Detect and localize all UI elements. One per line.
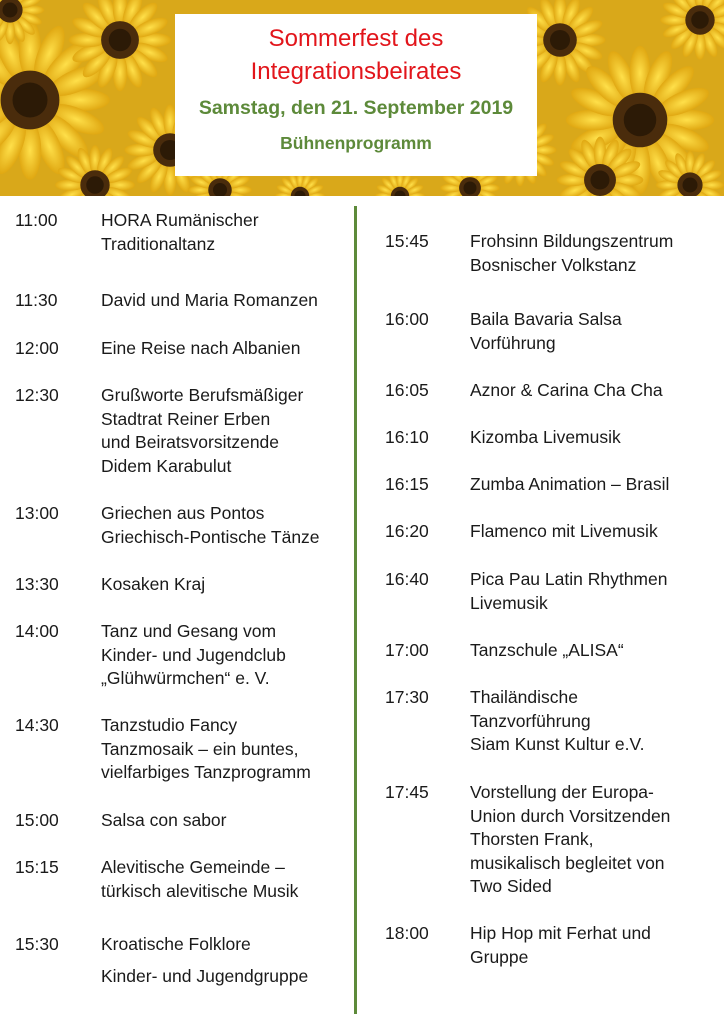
- sunflower-banner: [0, 0, 724, 196]
- entry-description: [101, 384, 303, 478]
- entry-time: 12:00: [15, 338, 59, 358]
- entry-description-line: Thailändische: [470, 687, 578, 707]
- entry-description-line: Siam Kunst Kultur e.V.: [470, 734, 645, 754]
- program-subtitle: Bühnenprogramm: [280, 133, 432, 153]
- entry-description-line: Union durch Vorsitzenden: [470, 805, 671, 826]
- entry-description-line: Didem Karabulut: [101, 455, 232, 476]
- entry-description: [470, 473, 669, 497]
- entry-description-line: Eine Reise nach Albanien: [101, 338, 301, 358]
- entry-description-line: „Glühwürmchen“ e. V.: [101, 668, 270, 688]
- entry-description: [470, 686, 644, 757]
- entry-description: [101, 573, 205, 597]
- entry-description-line: musikalisch begleitet von: [470, 852, 665, 873]
- entry-description: [101, 933, 308, 988]
- entry-time: 15:30: [15, 934, 59, 954]
- entry-description-line: Vorführung: [470, 332, 556, 353]
- entry-time: 14:30: [15, 715, 59, 735]
- entry-time: 13:30: [15, 574, 59, 594]
- entry-description-line: Grußworte Berufsmäßiger: [101, 385, 304, 405]
- entry-description-line: Kroatische Folklore: [101, 934, 251, 954]
- entry-description-line: Kinder- und Jugendclub: [101, 644, 286, 665]
- entry-description-line: Tanzstudio Fancy: [101, 715, 238, 735]
- entry-time: 17:30: [385, 687, 429, 707]
- entry-description-line: Tanzmosaik – ein buntes,: [101, 738, 299, 759]
- entry-description: [470, 568, 667, 615]
- entry-time: 16:10: [385, 427, 429, 447]
- entry-description-line: Kinder- und Jugendgruppe: [101, 965, 309, 986]
- entry-time: 13:00: [15, 503, 59, 523]
- entry-description: [101, 209, 259, 256]
- entry-description-line: Griechen aus Pontos: [101, 503, 265, 523]
- entry-description-line: Frohsinn Bildungszentrum: [470, 231, 674, 251]
- entry-description: [470, 426, 621, 450]
- entry-description: [470, 230, 673, 277]
- entry-description-line: David und Maria Romanzen: [101, 290, 318, 310]
- title-box: [175, 14, 537, 176]
- entry-description: [101, 337, 300, 361]
- entry-time: 12:30: [15, 385, 59, 405]
- entry-description-line: Stadtrat Reiner Erben: [101, 408, 271, 429]
- entry-description: [101, 809, 227, 833]
- entry-description-line: Alevitische Gemeinde –: [101, 857, 285, 877]
- event-title-line-1: Sommerfest des: [268, 25, 444, 52]
- entry-description-line: HORA Rumänischer: [101, 210, 259, 230]
- entry-description-line: Livemusik: [470, 592, 548, 613]
- entry-description: [101, 502, 320, 549]
- column-divider: [354, 206, 357, 1014]
- entry-description-line: und Beiratsvorsitzende: [101, 432, 280, 452]
- entry-time: 16:40: [385, 569, 429, 589]
- entry-time: 18:00: [385, 923, 429, 943]
- entry-description-line: Hip Hop mit Ferhat und: [470, 923, 651, 943]
- entry-description-line: Baila Bavaria Salsa: [470, 309, 622, 329]
- entry-description-line: Salsa con sabor: [101, 810, 227, 830]
- entry-time: 11:00: [15, 210, 58, 230]
- entry-description-line: Thorsten Frank,: [470, 829, 594, 849]
- entry-time: 15:00: [15, 810, 59, 830]
- entry-description-line: Tanz und Gesang vom: [101, 621, 277, 641]
- entry-time: 16:00: [385, 309, 429, 329]
- entry-description-line: Vorstellung der Europa-: [470, 782, 654, 802]
- entry-description-line: Flamenco mit Livemusik: [470, 521, 658, 541]
- entry-time: 16:20: [385, 521, 429, 541]
- entry-description: [101, 856, 298, 903]
- entry-description-line: Aznor & Carina Cha Cha: [470, 380, 663, 400]
- event-title-line-2: Integrationsbeirates: [250, 58, 462, 85]
- entry-time: 17:00: [385, 640, 429, 660]
- entry-description-line: Tanzvorführung: [470, 710, 591, 731]
- entry-description-line: Bosnischer Volkstanz: [470, 254, 637, 275]
- entry-description-line: Griechisch-Pontische Tänze: [101, 526, 320, 547]
- entry-time: 15:15: [15, 857, 59, 877]
- entry-description: [470, 308, 622, 355]
- entry-description-line: Traditionaltanz: [101, 233, 216, 254]
- entry-time: 15:45: [385, 231, 429, 251]
- entry-time: 11:30: [15, 290, 58, 310]
- entry-description-line: Tanzschule „ALISA“: [470, 640, 624, 660]
- entry-description: [470, 379, 663, 403]
- entry-description-line: Kizomba Livemusik: [470, 427, 621, 447]
- entry-description-line: türkisch alevitische Musik: [101, 880, 299, 901]
- entry-time: 16:05: [385, 380, 429, 400]
- event-date: Samstag, den 21. September 2019: [198, 97, 514, 119]
- entry-description: [101, 620, 286, 691]
- entry-description-line: Gruppe: [470, 946, 529, 967]
- entry-description: [101, 289, 318, 313]
- entry-time: 17:45: [385, 782, 429, 802]
- entry-description-line: Pica Pau Latin Rhythmen: [470, 569, 668, 589]
- entry-description: [101, 714, 311, 785]
- entry-description-line: Kosaken Kraj: [101, 574, 206, 594]
- entry-description: [470, 520, 658, 544]
- entry-description: [470, 922, 651, 969]
- entry-description-line: Zumba Animation – Brasil: [470, 474, 670, 494]
- entry-description: [470, 781, 670, 899]
- entry-time: 14:00: [15, 621, 59, 641]
- entry-description-line: vielfarbiges Tanzprogramm: [101, 762, 311, 782]
- entry-description: [470, 639, 624, 663]
- entry-time: 16:15: [385, 474, 429, 494]
- entry-description-line: Two Sided: [470, 876, 552, 896]
